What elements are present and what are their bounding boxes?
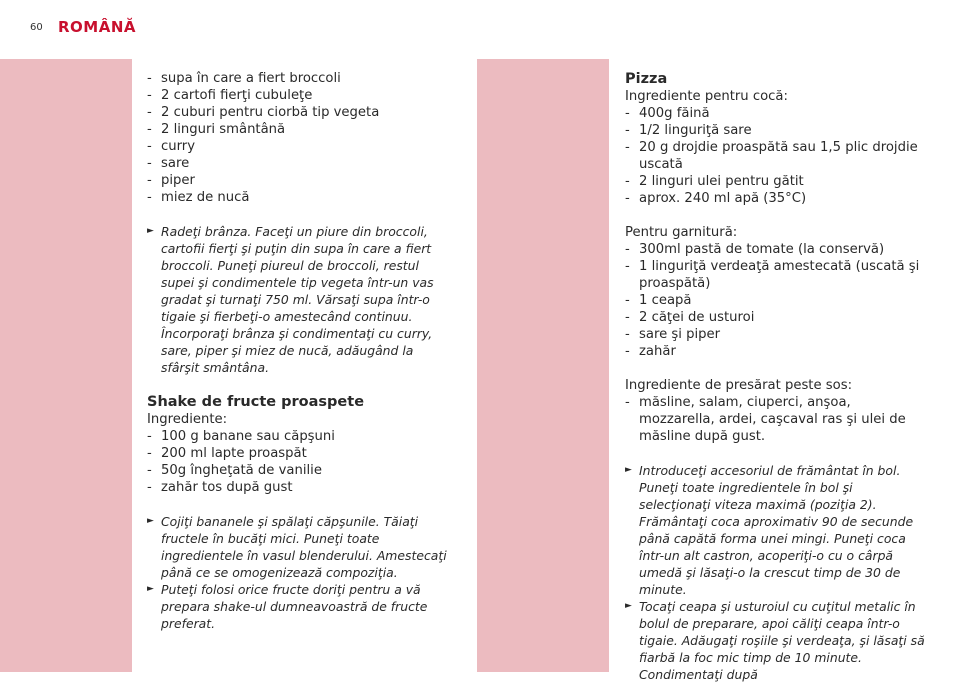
topping-heading: Ingrediente de presărat peste sos:: [625, 378, 853, 393]
middle-margin-band: [477, 59, 609, 672]
instruction-step: ► Cojiţi bananele şi spălaţi căpşunile. Tăiaţi fructele în bucăţi mici. Puneţi toate ingredientele în vasul blenderului. Amestecaţi până ce se omogenizează compoziţia.: [147, 514, 447, 580]
topping-ingredients-list: [625, 394, 925, 445]
list-item: - 1 linguriţă verdeaţă amestecată (uscată şi proaspătă): [625, 259, 920, 291]
soup-steps: [147, 223, 452, 376]
left-column: [147, 70, 452, 632]
list-item: - 2 cartofi fierţi cubuleţe: [147, 88, 313, 103]
shake-subtitle: Ingrediente:: [147, 412, 228, 427]
list-item: - 2 cuburi pentru ciorbă tip vegeta: [147, 105, 380, 120]
list-item: - aprox. 240 ml apă (35°C): [625, 191, 807, 206]
list-item: - 20 g drojdie proaspătă sau 1,5 plic drojdie uscată: [625, 140, 918, 172]
right-column: [625, 70, 925, 683]
list-item: - 300ml pastă de tomate (la conservă): [625, 242, 885, 257]
list-item: - miez de nucă: [147, 190, 250, 205]
page-number: 60: [30, 22, 43, 33]
pizza-steps: [625, 462, 925, 683]
list-item: - 50g îngheţată de vanilie: [147, 463, 322, 478]
list-item: - sare: [147, 156, 190, 171]
list-item: - 200 ml lapte proaspăt: [147, 446, 307, 461]
list-item: - piper: [147, 173, 195, 188]
dough-ingredients-list: [625, 105, 925, 207]
garnish-heading: Pentru garnitură:: [625, 225, 738, 240]
arrow-bullet-icon: ►: [625, 465, 632, 475]
list-item: - măsline, salam, ciuperci, anşoa, mozzarella, ardei, caşcaval ras şi ulei de măsline după gust.: [625, 395, 906, 444]
list-item: - 2 linguri ulei pentru gătit: [625, 174, 804, 189]
list-item: - sare şi piper: [625, 327, 721, 342]
soup-ingredients-list: [147, 70, 452, 206]
left-margin-band: [0, 59, 132, 672]
list-item: - 2 linguri smântână: [147, 122, 286, 137]
garnish-ingredients-list: [625, 241, 925, 360]
arrow-bullet-icon: ►: [147, 584, 154, 594]
arrow-bullet-icon: ►: [147, 226, 154, 236]
instruction-step: ► Tocaţi ceapa şi usturoiul cu cuţitul metalic în bolul de preparare, apoi căliţi ceapa într-o tigaie. Adăugaţi roşiile şi verdeaţa, şi lăsaţi să fiarbă la foc mic timp de 10 minute. Condimentaţi după: [625, 599, 925, 682]
list-item: - 100 g banane sau căpşuni: [147, 429, 335, 444]
instruction-step: ► Introduceţi accesoriul de frământat în bol. Puneţi toate ingredientele în bol şi selecţionaţi viteza maximă (poziţia 2). Frământaţi coca aproximativ 90 de secunde până capătă forma unei mingi. Puneţi coca într-un alt castron, acoperiţi-o cu o cârpă umedă şi lăsaţi-o la crescut timp de 30 de minute.: [625, 463, 914, 597]
list-item: - curry: [147, 139, 196, 154]
list-item: - 400g făină: [625, 106, 710, 121]
list-item: - 1 ceapă: [625, 293, 692, 308]
list-item: - zahăr tos după gust: [147, 480, 293, 495]
arrow-bullet-icon: ►: [625, 601, 632, 611]
shake-ingredients-list: [147, 428, 452, 496]
arrow-bullet-icon: ►: [147, 516, 154, 526]
list-item: - 1/2 linguriţă sare: [625, 123, 752, 138]
pizza-title: Pizza: [625, 71, 668, 87]
list-item: - 2 căţei de usturoi: [625, 310, 755, 325]
language-title: ROMÂNĂ: [58, 18, 136, 36]
list-item: - supa în care a fiert broccoli: [147, 71, 341, 86]
dough-heading: Ingrediente pentru cocă:: [625, 89, 788, 104]
shake-steps: [147, 513, 452, 632]
shake-title: Shake de fructe proaspete: [147, 394, 365, 410]
instruction-step: ► Radeţi brânza. Faceţi un piure din broccoli, cartofii fierţi şi puţin din supa în care a fiert broccoli. Puneţi piureul de broccoli, restul supei şi condimentele tip vegeta într-un vas gradat şi turnaţi 750 ml. Vărsaţi supa într-o tigaie şi fierbeţi-o amestecând continuu. Încorporaţi brânza şi condimentaţi cu curry, sare, piper şi miez de nucă, adăugând la sfârşit smântâna.: [147, 224, 434, 375]
list-item: - zahăr: [625, 344, 676, 359]
instruction-step: ► Puteţi folosi orice fructe doriţi pentru a vă prepara shake-ul dumneavoastră de fructe preferat.: [147, 582, 428, 631]
